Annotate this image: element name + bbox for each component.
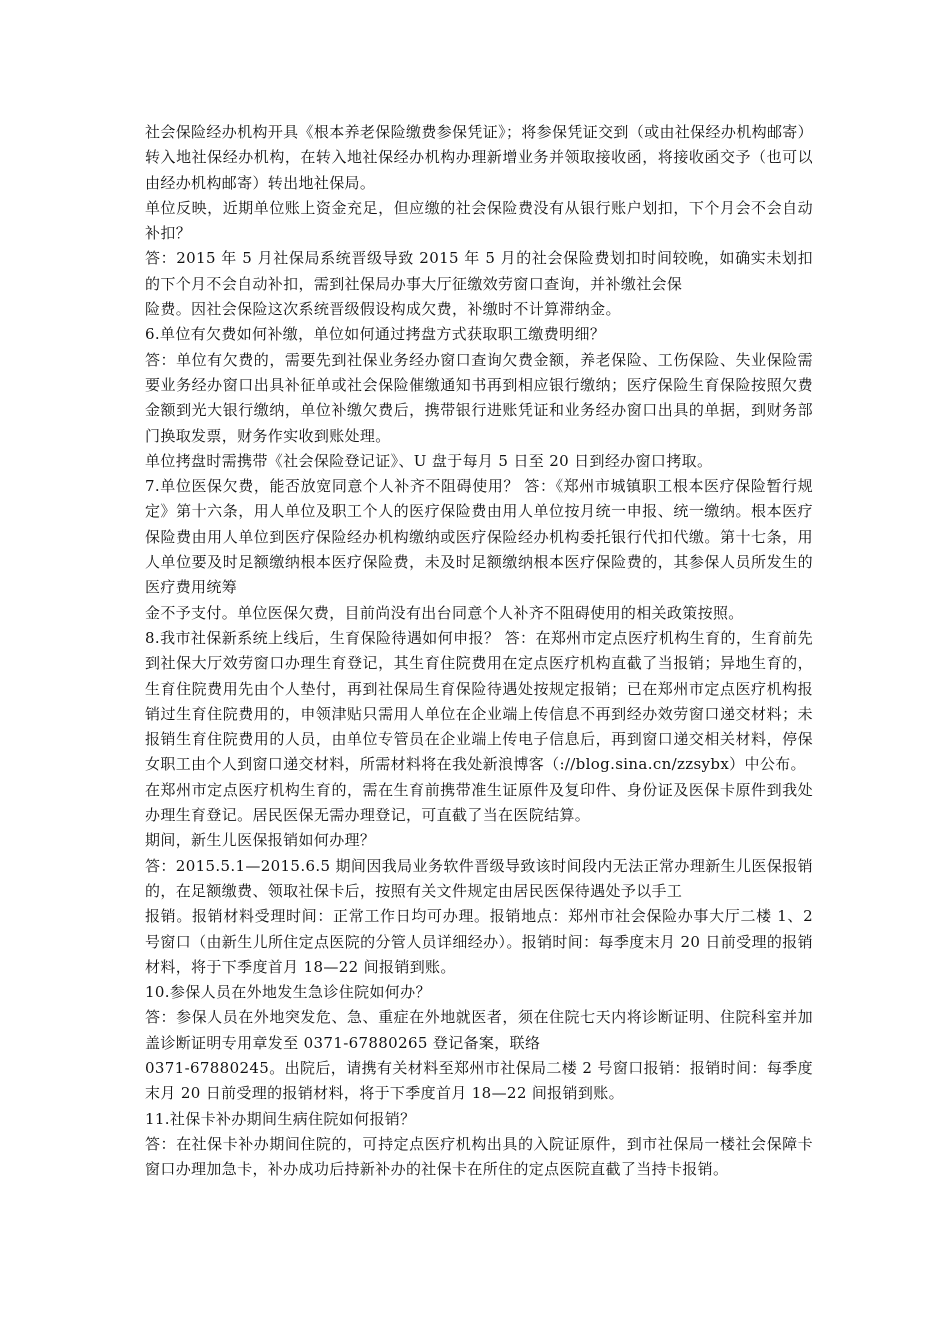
answer-auto-deduction-continued: 险费。因社会保险这次系统晋级假设构成欠费，补缴时不计算滞纳金。	[145, 300, 621, 319]
answer-10-emergency: 答：参保人员在外地突发危、急、重症在外地就医者，须在住院七天内将诊断证明、住院科室并加盖诊断证明专用章发至 0371-67880265 登记备案，联络	[145, 1008, 813, 1052]
answer-10-continued: 0371-67880245。出院后，请携有关材料至郑州市社保局二楼 2 号窗口报销：报销时间：每季度末月 20 日前受理的报销材料，将于下季度首月 18—22 间报销到账。	[145, 1058, 813, 1103]
question-auto-deduction: 单位反映，近期单位账上资金充足，但应缴的社会保险费没有从银行账户划扣，下个月会不会自动补扣？	[145, 198, 813, 243]
question-6-arrears: 6.单位有欠费如何补缴，单位如何通过拷盘方式获取职工缴费明细？	[145, 325, 606, 344]
answer-7-continued: 金不予支付。单位医保欠费，目前尚没有出台同意个人补齐不阻碍使用的相关政策按照。	[145, 603, 744, 622]
answer-8-registration: 在郑州市定点医疗机构生育的，需在生育前携带准生证原件及复印件、身份证及医保卡原件到我处办理生育登记。居民医保无需办理登记，可直截了当在医院结算。	[145, 780, 813, 825]
answer-9-newborn: 答：2015.5.1—2015.6.5 期间因我局业务软件晋级导致该时间段内无法正常办理新生儿医保报销的，在足额缴费、领取社保卡后，按照有关文件规定由居民医保待遇处予以手工	[145, 856, 813, 900]
document-body	[145, 120, 813, 1182]
question-answer-7-medical-arrears: 7.单位医保欠费，能否放宽同意个人补齐不阻碍使用？ 答：《郑州市城镇职工根本医疗保险暂行规定》第十六条，用人单位及职工个人的医疗保险费由用人单位按月统一申报、统一缴纳。根本医疗保险费由用人单位到医疗保险经办机构缴纳或医疗保险经办机构委托银行代扣代缴。第十七条，用人单位要及时足额缴纳根本医疗保险费，未及时足额缴纳根本医疗保险费的，其参保人员所发生的医疗费用统筹	[145, 477, 813, 597]
answer-11-card-replacement: 答：在社保卡补办期间住院的，可持定点医疗机构出具的入院证原件，到市社保局一楼社会保障卡窗口办理加急卡，补办成功后持新补办的社保卡在所住的定点医院直截了当持卡报销。	[145, 1134, 813, 1179]
answer-auto-deduction: 答：2015 年 5 月社保局系统晋级导致 2015 年 5 月的社会保险费划扣时间较晚，如确实未划扣的下个月不会自动补扣，需到社保局办事大厅征缴效劳窗口查询，并补缴社会保	[145, 249, 813, 293]
question-10-emergency: 10.参保人员在外地发生急诊住院如何办？	[145, 983, 431, 1002]
question-11-card-replacement: 11.社保卡补办期间生病住院如何报销？	[145, 1109, 416, 1128]
answer-6-arrears: 答：单位有欠费的，需要先到社保业务经办窗口查询欠费金额，养老保险、工伤保险、失业保险需要业务经办窗口出具补征单或社会保险催缴通知书再到相应银行缴纳；医疗保险生育保险按照欠费金额到光大银行缴纳，单位补缴欠费后，携带银行进账凭证和业务经办窗口出具的单据，到财务部门换取发票，财务作实收到账处理。	[145, 350, 813, 445]
answer-6-disk-copy: 单位拷盘时需携带《社会保险登记证》、U 盘于每月 5 日至 20 日到经办窗口拷取。	[145, 451, 713, 470]
question-9-newborn: 期间，新生儿医保报销如何办理？	[145, 831, 376, 850]
paragraph-transfer-procedure: 社会保险经办机构开具《根本养老保险缴费参保凭证》；将参保凭证交到（或由社保经办机构邮寄）转入地社保经办机构，在转入地社保经办机构办理新增业务并领取接收函，将接收函交予（也可以由经办机构邮寄）转出地社保局。	[145, 123, 813, 192]
question-answer-8-maternity: 8.我市社保新系统上线后，生育保险待遇如何申报？ 答：在郑州市定点医疗机构生育的，生育前先到社保大厅效劳窗口办理生育登记，其生育住院费用在定点医疗机构直截了当报销；异地生育的，生育住院费用先由个人垫付，再到社保局生育保险待遇处按规定报销；已在郑州市定点医疗机构报销过生育住院费用的，申领津贴只需用人单位在企业端上传信息不再到经办效劳窗口递交材料；未报销生育住院费用的人员，由单位专管员在企业端上传电子信息后，再到窗口递交相关材料，停保女职工由个人到窗口递交材料，所需材料将在我处新浪博客（://blog.sina.cn/zzsybx）中公布。	[145, 628, 813, 774]
answer-9-continued: 报销。报销材料受理时间：正常工作日均可办理。报销地点：郑州市社会保险办事大厅二楼 1、2 号窗口（由新生儿所住定点医院的分管人员详细经办）。报销时间：每季度末月 20 日前受理的报销材料，将于下季度首月 18—22 间报销到账。	[145, 907, 813, 976]
